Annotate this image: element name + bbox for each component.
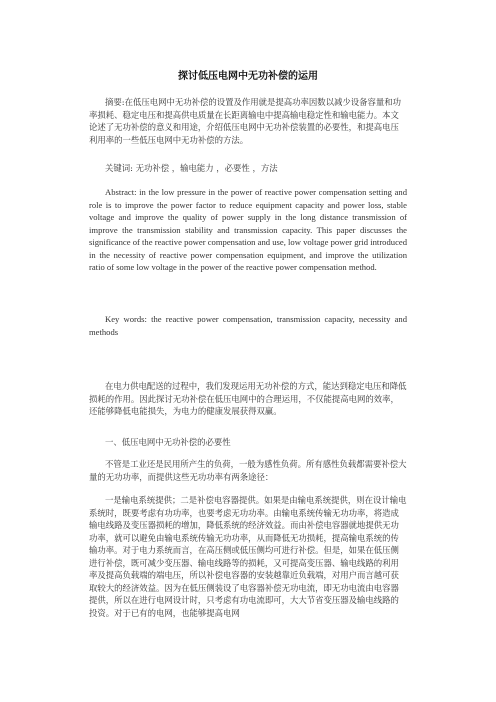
abstract-english [89,186,407,274]
intro-text: 在电力供电配送的过程中，我们发现运用无功补偿的方式，能达到稳定电压和降低损耗的作用。因此探讨无功补偿在低压电网中的合理运用，不仅能提高电网的效率，还能够降低电能损失，为电力的健康发展获得双赢。 [89,381,407,416]
keywords-en-text: Key words: the reactive power compensation, transmission capacity, necessity and methods [89,314,407,337]
keywords-chinese [89,162,407,175]
paragraph-1 [89,458,407,483]
intro-paragraph [89,380,407,418]
document-title: 探讨低压电网中无功补偿的运用 [178,71,318,82]
abstract-en-text: Abstract: in the low pressure in the power of reactive power compensation setting and role is to improve the power factor to reduce equipment capacity and power loss, stable voltage and improve the quality of power supply in the long distance transmission of improve the transmission stability and transmission capacity. This paper discusses the significance of the reactive power compensation and use, low voltage power grid introduced in the necessity of reactive power compensation equipment, and improve the utilization ratio of some low voltage in the power of the reactive power compensation method. [89,187,407,272]
section-1-heading [89,436,407,449]
keywords-cn-text: 关键词: 无功补偿 ，输电能力 ，必要性 ，方法 [105,163,278,173]
abstract-chinese [89,96,407,146]
paragraph-2-text: 一是输电系统提供；二是补偿电容器提供。如果是由输电系统提供，则在设计输电系统时，既要考虑有功功率，也要考虑无功功率。由输电系统传输无功功率，将造成输电线路及变压器损耗的增加，降低系统的经济效益。而由补偿电容器就地提供无功功率，就可以避免由输电系统传输无功功率，从而降低无功损耗，提高输电系统的传输功率。对于电力系统而言，在高压侧或低压侧均可进行补偿。但是，如果在低压侧进行补偿，既可减少变压器、输电线路等的损耗，又可提高变压器、输电线路的利用率及提高负载端的端电压，所以补偿电容器的安装越靠近负载端，对用户而言越可获取较大的经济效益。因为在低压侧装设了电容器补偿无功电流，即无功电流由电容器提供，所以在进行电网设计时，只考虑有功电流即可，大大节省变压器及输电线路的投资。对于已有的电网，也能够提高电网 [89,495,407,618]
abstract-cn-text: 摘要:在低压电网中无功补偿的设置及作用就是提高功率因数以减少设备容量和功率损耗、稳定电压和提高供电质量在长距离输电中提高输电稳定性和输电能力。本文论述了无功补偿的意义和用途，介绍低压电网中无功补偿装置的必要性，和提高电压利用率的一些低压电网中无功补偿的方法。 [89,97,401,145]
keywords-english [89,313,407,338]
section-1-heading-text: 一、低压电网中无功补偿的必要性 [105,437,231,447]
paragraph-1-text: 不管是工业还是民用所产生的负荷，一般为感性负荷。所有感性负载都需要补偿大量的无功功率，而提供这些无功功率有两条途径： [89,459,407,482]
paragraph-2 [89,494,407,619]
